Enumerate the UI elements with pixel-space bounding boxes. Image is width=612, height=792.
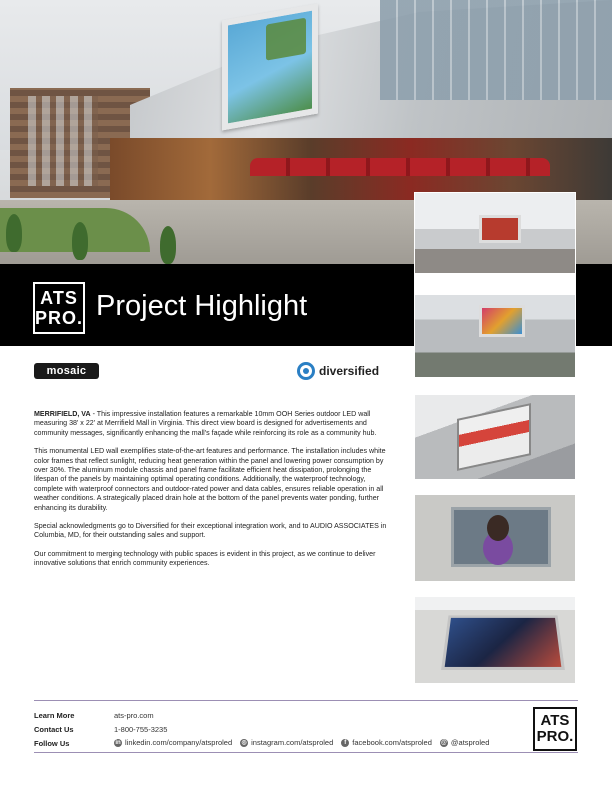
instagram-text: instagram.com/atsproled [251,738,334,747]
at-icon: @ [440,739,447,746]
mosaic-logo: mosaic [34,363,99,379]
instagram-link[interactable] [240,738,333,747]
tree [72,222,88,260]
logo-line-1: ATS [40,288,78,308]
learn-more-label: Learn More [34,711,75,720]
tree [6,214,22,252]
phone-number[interactable]: 1-800-755-3235 [114,725,168,734]
led-wall-billboard [222,4,318,131]
footer-divider [34,700,578,701]
footer-ats-pro-logo [533,707,577,751]
thumbnail-photo-3 [414,394,576,480]
diversified-mark-icon [297,362,315,380]
facebook-link[interactable] [341,738,432,747]
dateline: MERRIFIELD, VA [34,410,91,418]
social-links [114,738,489,747]
paragraph-1 [34,410,394,438]
paragraph-2: This monumental LED wall exemplifies state-of-the-art features and performance. The installation includes white color frames that reflect sunlight, reducing heat generation within the panel and lowering power consumption by over 30%. The aluminum module chassis and panel frame facilitate efficient heat dissipation, prolonging the lifespan of the panels by maintaining optimal operating conditions. Additionally, the waterproof technology, complete with waterproof connectors and outdoor-rated power and data cables, ensures reliable operation in all weather conditions. A strategically placed drain hole at the bottom of the panel prevents water ponding, further enhancing its durability. [34,447,386,512]
at-handle-text: @atsproled [450,738,490,747]
glass-facade [380,0,612,100]
red-awnings [250,158,550,176]
diversified-logo-text: diversified [319,364,380,378]
at-handle-link[interactable] [440,738,489,747]
bottom-divider [34,752,578,753]
body-copy [34,410,394,578]
page-title: Project Highlight [96,290,308,322]
title-band-right [576,264,612,346]
linkedin-text: linkedin.com/company/atsproled [125,738,233,747]
footer-logo-line-2: PRO. [536,728,574,745]
website-link[interactable]: ats-pro.com [114,711,154,720]
diversified-logo [297,362,379,380]
instagram-icon: ◎ [241,739,247,746]
facebook-text: facebook.com/atsproled [352,738,432,747]
linkedin-link[interactable] [114,738,232,747]
thumbnail-photo-2 [414,294,576,378]
paragraph-1-text: - This impressive installation features a remarkable 10mm OOH Series outdoor LED wall measuring 38' x 22' at Merrifield Mall in Virginia. This direct view board is designed for advertisements and community messages, significantly enhancing the mall's façade while reinforcing its role as a community hub. [34,410,377,437]
contact-label: Contact Us [34,725,74,734]
facebook-icon: f [341,739,349,747]
thumbnail-photo-5 [414,596,576,684]
follow-label: Follow Us [34,739,70,748]
paragraph-4: Our commitment to merging technology with public spaces is evident in this project, as we continue to deliver innovative solutions that enrich community experiences. [34,549,376,568]
ats-pro-logo [33,282,85,334]
paragraph-3: Special acknowledgments go to Diversified for their exceptional integration work, and to AUDIO ASSOCIATES in Columbia, MD, for their outstanding sales and support. [34,522,387,540]
thumbnail-photo-4 [414,494,576,582]
thumbnail-photo-1 [414,192,576,274]
tree [160,226,176,264]
footer-logo-line-1: ATS [540,712,570,729]
logo-line-2: PRO. [35,308,84,328]
linkedin-icon: in [115,739,121,746]
